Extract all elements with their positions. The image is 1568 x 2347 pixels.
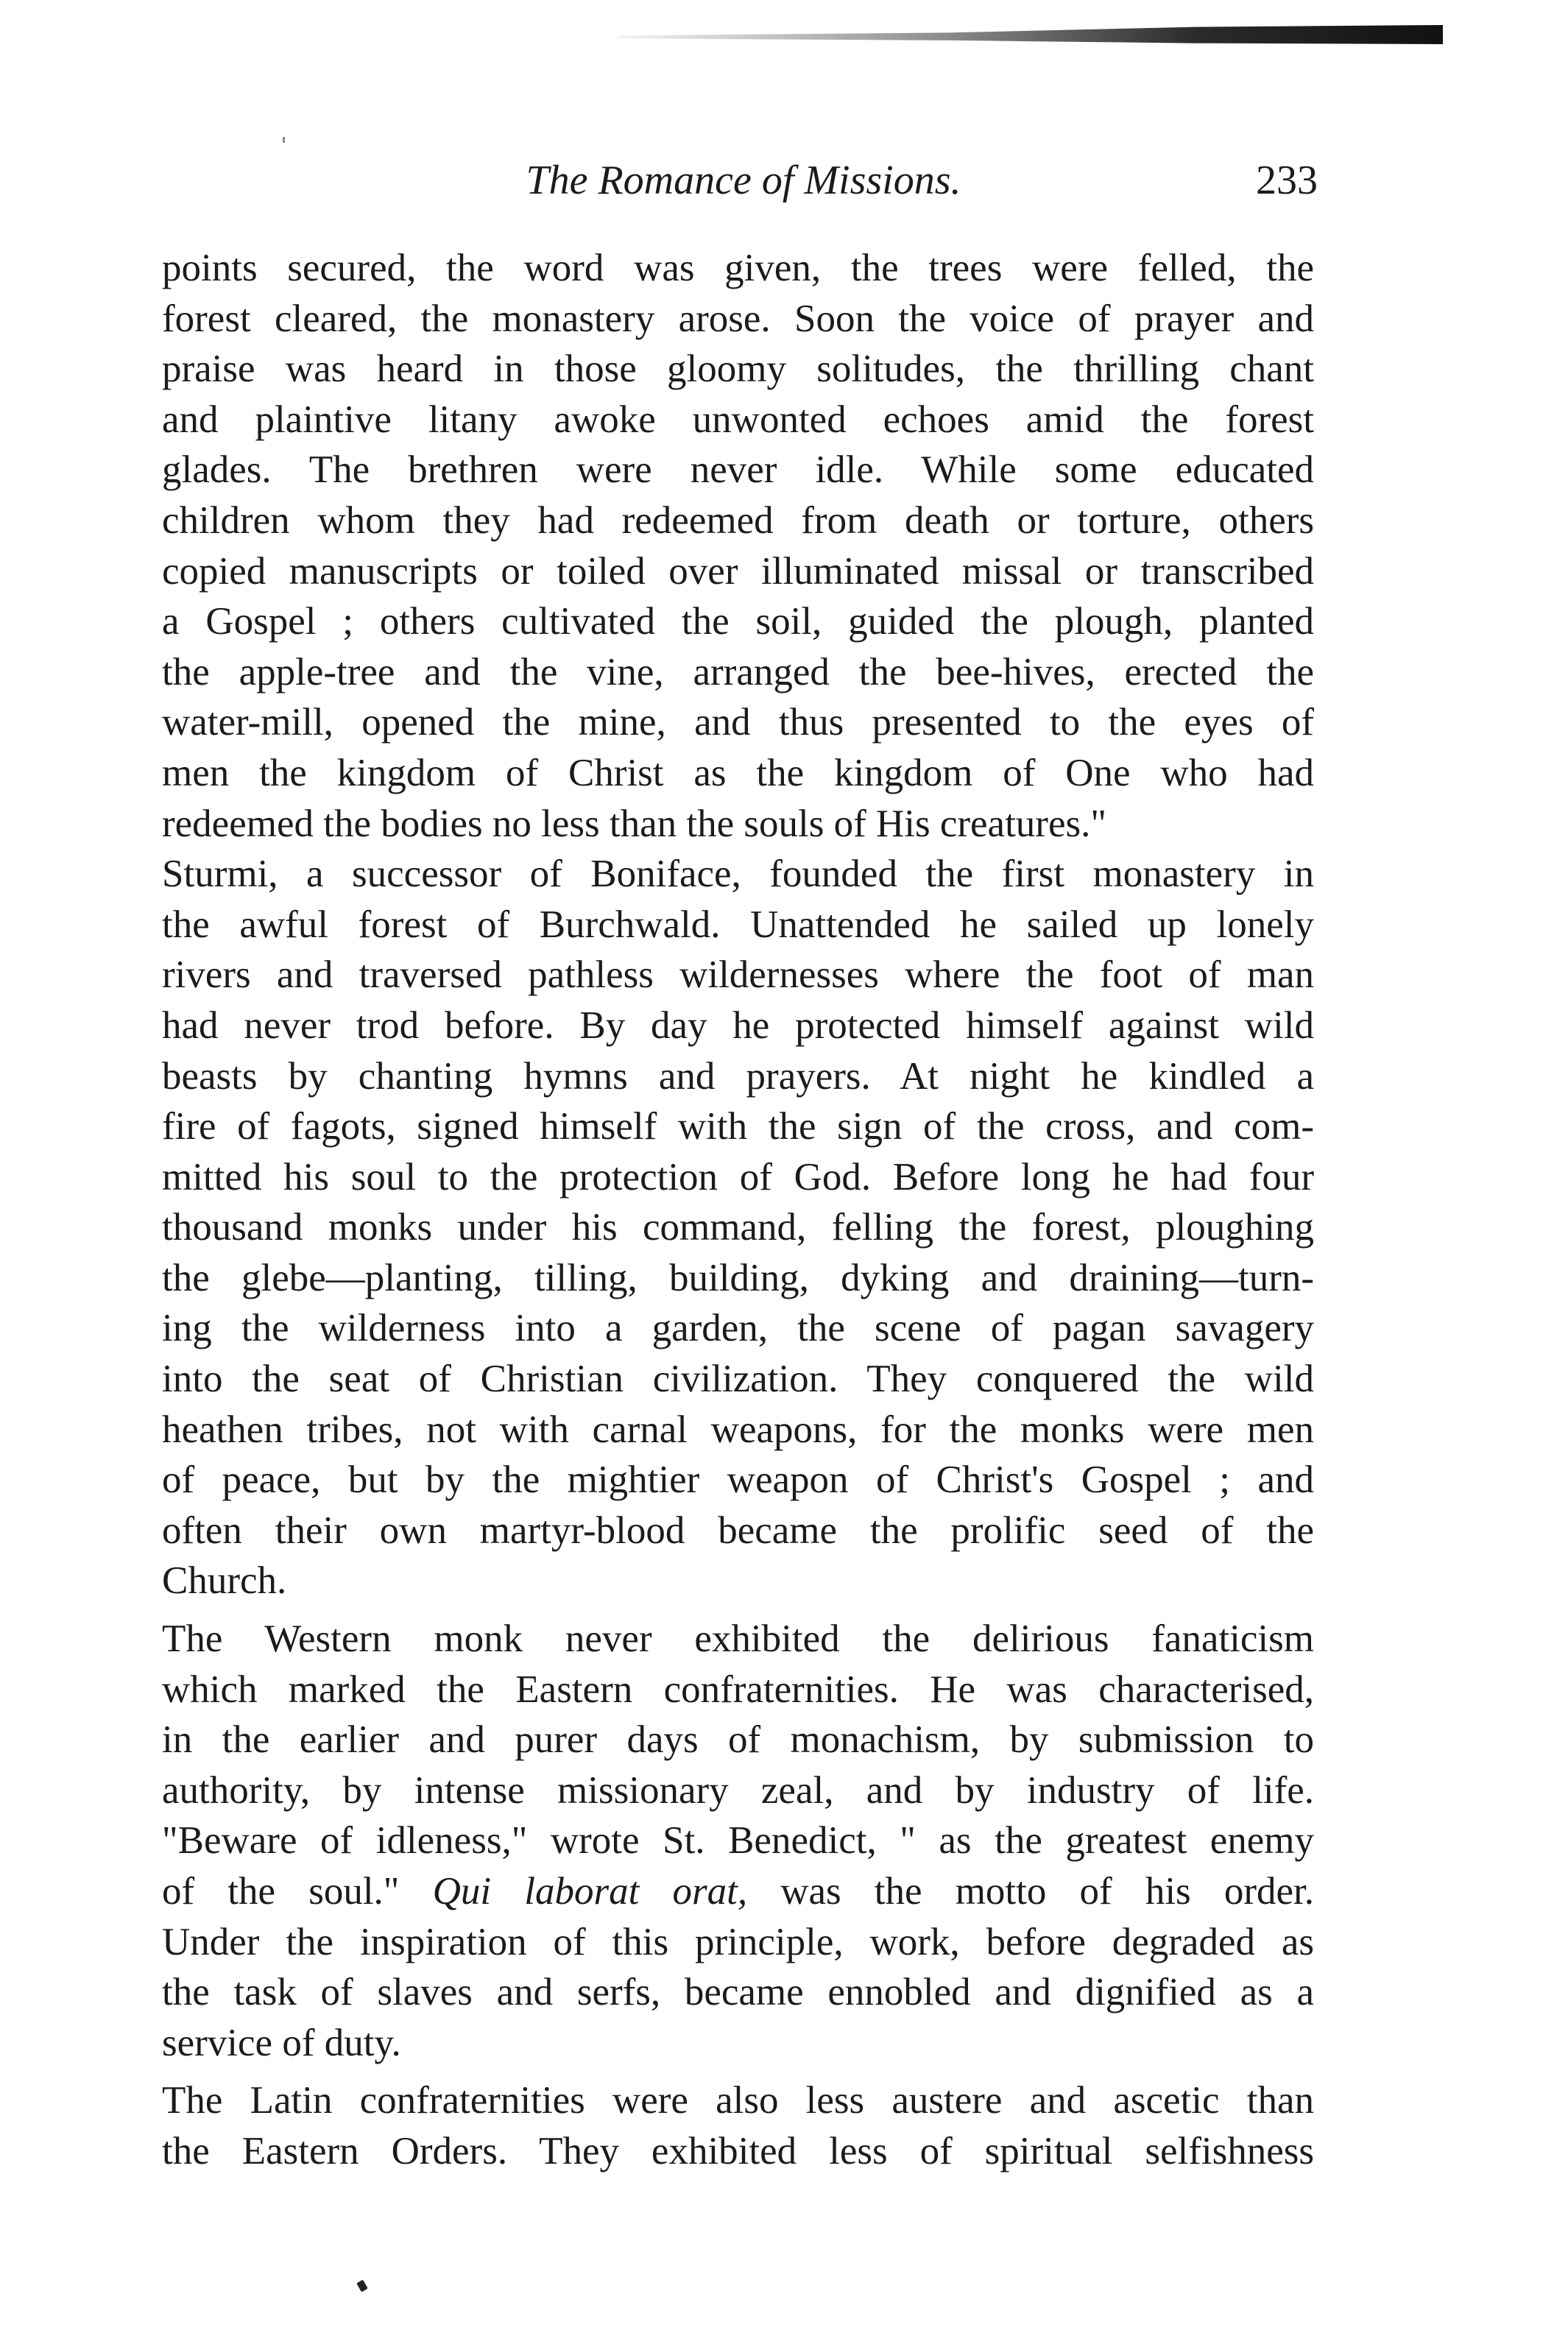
text-line: into the seat of Christian civilization. They conquered the wild — [162, 1358, 1314, 1401]
text-line: Under the inspiration of this principle, work, before degraded as — [162, 1920, 1314, 1963]
text-line: praise was heard in those gloomy solitudes, the thrilling chant — [162, 347, 1314, 391]
text-line: water-mill, opened the mine, and thus presented to the eyes of — [162, 701, 1314, 744]
text-line: mitted his soul to the protection of God. Before long he had four — [162, 1155, 1314, 1199]
text-line: the glebe—planting, tilling, building, dyking and draining—turn- — [162, 1256, 1314, 1299]
text-line: which marked the Eastern confraternities. He was characterised, — [162, 1667, 1314, 1711]
text-line: in the earlier and purer days of monachism, by submission to — [162, 1718, 1314, 1762]
text-line: service of duty. — [162, 2021, 401, 2064]
text-line: and plaintive litany awoke unwonted echoes amid the forest — [162, 398, 1314, 441]
text-line: points secured, the word was given, the trees were felled, the — [162, 247, 1314, 289]
text-line: the awful forest of Burchwald. Unattended he sailed up lonely — [162, 903, 1314, 946]
latin-motto: Qui laborat orat, — [432, 1870, 748, 1913]
paragraph-4 — [162, 2075, 1314, 2176]
text-line: thousand monks under his command, felling the forest, ploughing — [162, 1206, 1314, 1249]
top-edge-rule — [618, 25, 1443, 44]
body-text — [162, 243, 1314, 2177]
paragraph-2 — [162, 849, 1314, 1606]
text-line: beasts by chanting hymns and prayers. At night he kindled a — [162, 1054, 1314, 1098]
text-line: fire of fagots, signed himself with the sign of the cross, and com- — [162, 1105, 1314, 1148]
text-line: men the kingdom of Christ as the kingdom of One who had — [162, 751, 1314, 794]
paragraph-1 — [162, 243, 1314, 849]
text-line: Church. — [162, 1559, 287, 1603]
text-line: a Gospel ; others cultivated the soil, guided the plough, planted — [162, 600, 1314, 643]
running-title: The Romance of Missions. — [526, 158, 961, 203]
text-line: the task of slaves and serfs, became ennobled and dignified as a — [162, 1971, 1314, 2014]
text-line: redeemed the bodies no less than the souls of His creatures." — [162, 802, 1106, 845]
text-line: glades. The brethren were never idle. While some educated — [162, 448, 1314, 492]
text-line: the Eastern Orders. They exhibited less of spiritual selfishness — [162, 2129, 1314, 2173]
paragraph-spacer — [162, 1606, 1314, 1614]
text-line: copied manuscripts or toiled over illuminated missal or transcribed — [162, 549, 1314, 593]
print-mark — [283, 137, 285, 143]
text-line: the apple-tree and the vine, arranged the bee-hives, erected the — [162, 650, 1314, 693]
motto-follow: was the motto of his order. — [747, 1870, 1314, 1913]
text-line: The Latin confraternities were also less austere and ascetic than — [162, 2079, 1314, 2122]
text-line: The Western monk never exhibited the delirious fanaticism — [162, 1617, 1314, 1661]
text-line-with-motto — [162, 1866, 1314, 1917]
text-line: of peace, but by the mightier weapon of Christ's Gospel ; and — [162, 1458, 1314, 1502]
text-line: forest cleared, the monastery arose. Soon the voice of prayer and — [162, 297, 1314, 340]
paragraph-3 — [162, 1614, 1314, 2068]
text-line: authority, by intense missionary zeal, and by industry of life. — [162, 1768, 1314, 1812]
page-header — [169, 147, 1318, 213]
text-line: had never trod before. By day he protected himself against wild — [162, 1003, 1314, 1047]
text-line: heathen tribes, not with carnal weapons, for the monks were men — [162, 1408, 1314, 1451]
text-line: children whom they had redeemed from death or torture, others — [162, 498, 1314, 542]
text-line: rivers and traversed pathless wildernesses where the foot of man — [162, 953, 1314, 997]
motto-lead-in: of the soul." — [162, 1870, 433, 1913]
text-line: "Beware of idleness," wrote St. Benedict, " as the greatest enemy — [162, 1819, 1314, 1863]
text-line: ing the wilderness into a garden, the scene of pagan savagery — [162, 1307, 1314, 1350]
text-line: often their own martyr-blood became the prolific seed of the — [162, 1508, 1314, 1552]
page-number: 233 — [1256, 158, 1318, 203]
text-line: Sturmi, a successor of Boniface, founded the first monastery in — [162, 853, 1314, 896]
ink-speck — [356, 2279, 368, 2292]
paragraph-spacer — [162, 2068, 1314, 2075]
